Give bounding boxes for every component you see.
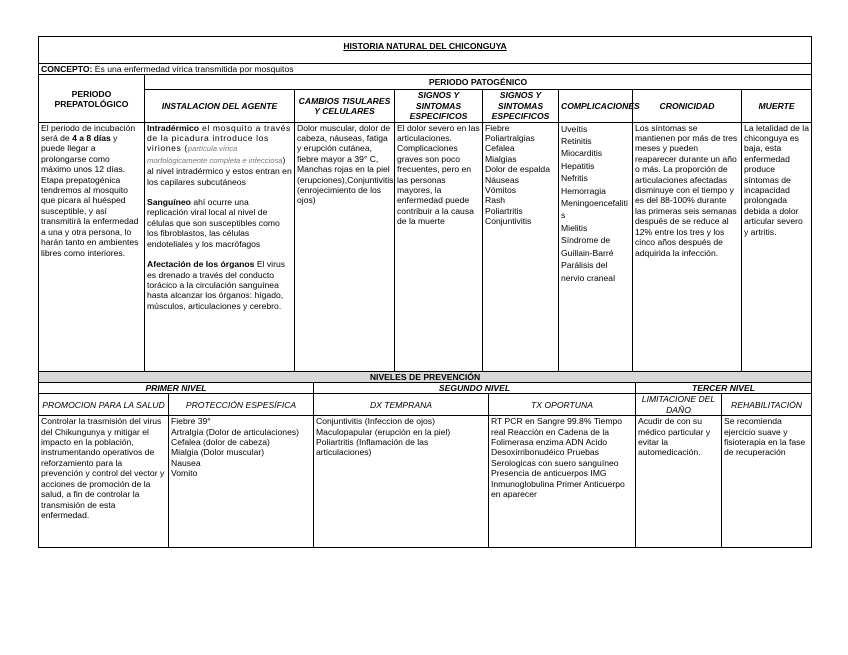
concept-label: CONCEPTO: xyxy=(41,64,93,74)
complication-item: Hemorragia xyxy=(561,185,606,196)
protection-item: Nausea xyxy=(171,457,201,468)
protection-item: Fiebre 39° xyxy=(171,416,211,427)
protection-item: Mialgia (Dolor muscular) xyxy=(171,447,265,458)
chronic-cell: Los síntomas se mantienen por más de tres meses y pueden reaparecer durante un año o más. La proporción de articulaciones afectadas disminuye con el tiempo y es del 88-100% durante las primeras seis semanas después de se reduce al 12% entre los tres y los cinco años después de adquirida la infección. xyxy=(633,122,742,371)
tissue-cell: Dolor muscular, dolor de cabeza, náuseas, fatiga y erupción cutánea, fiebre mayor a 39° C, Manchas rojas en la piel (erupciones),Conjuntivitis (enrojecimiento de los ojos) xyxy=(295,122,395,371)
concept-text: Es una enfermedad vírica transmitida por mosquitos xyxy=(92,64,294,74)
col-early-dx: DX TEMPRANA xyxy=(314,394,489,416)
incubation-text-b: y puede llegar a prolongarse como máximo unos 12 días. xyxy=(41,133,126,175)
natural-history-table xyxy=(38,36,812,372)
symptom-item: Náuseas xyxy=(485,174,519,185)
symptom-item: Dolor de espalda xyxy=(485,164,550,175)
col-complications: COMPLICACIONES xyxy=(559,90,633,122)
incubation-text-a: El periodo de incubación será de xyxy=(41,122,136,144)
col-promotion: PROMOCION PARA LA SALUD xyxy=(39,394,169,416)
page-title: HISTORIA NATURAL DEL CHICONGUYA xyxy=(39,37,812,64)
protection-item: Vomito xyxy=(171,468,198,479)
prepatogenic-header: PERIODO PREPATOLÓGICO xyxy=(39,75,145,122)
signs-2-cell xyxy=(483,122,559,371)
third-level-header: TERCER NIVEL xyxy=(636,383,812,394)
symptom-item: Fiebre xyxy=(485,122,510,133)
protection-item: Artralgía (Dolor de articulaciones) xyxy=(171,426,300,437)
complications-cell xyxy=(559,122,633,371)
incubation-days: 4 a 8 días xyxy=(72,133,111,144)
patogenic-header: PERIODO PATOGÉNICO xyxy=(145,75,812,90)
complication-item: Meningoencefalitis xyxy=(561,198,628,221)
symptom-item: Vómitos xyxy=(485,185,517,196)
symptom-item: Conjuntivitis xyxy=(485,216,532,227)
first-level-header: PRIMER NIVEL xyxy=(39,383,314,394)
agent-cell xyxy=(145,122,295,371)
complication-item: Retinitis xyxy=(561,136,592,147)
symptom-item: Mialgias xyxy=(485,153,517,164)
organ-paragraph xyxy=(147,259,292,311)
timely-tx-cell: RT PCR en Sangre 99.8% Tiempo real Reacción en Cadena de la Folimerasa enzima ADN Acido Desoxirribonudéico Pruebas Serologicas con suero sanguíneo Presencia de anticuerpos IMG Inmunoglobulina Primer Anticuerpo en aparecer xyxy=(489,416,636,548)
early-dx-cell xyxy=(314,416,489,548)
death-cell: La letalidad de la chiconguya es baja, esta enfermedad produce síntomas de incapacidad prolongada debida a dolor articular severo y artritis. xyxy=(742,122,812,371)
col-chronic: CRONICIDAD xyxy=(633,90,742,122)
blood-label: Sanguíneo xyxy=(147,197,191,208)
second-level-header: SEGUNDO NIVEL xyxy=(314,383,636,394)
concept-row xyxy=(39,64,812,75)
protection-cell xyxy=(169,416,314,548)
prevention-band: NIVELES DE PREVENCIÓN xyxy=(39,371,812,382)
col-signs-2: SIGNOS Y SINTOMAS ESPECIFICOS xyxy=(483,90,559,122)
prepatogenic-stage-text: Etapa prepatogénica tendremos al mosquito que picara al huésped susceptible, y así transmitirá la enfermedad a una y otra persona, lo harán tanto en ambientes libres como interiores. xyxy=(41,174,139,258)
blood-text: ahí ocurre una replicación viral local al nivel de células que son susceptibles como los fibroblastos, las células endoteliales y los macrófagos xyxy=(147,197,280,249)
col-signs-1: SIGNOS Y SINTOMAS ESPECIFICOS xyxy=(395,90,483,122)
intradermal-label: Intradérmico xyxy=(147,122,200,133)
col-protection: PROTECCIÓN ESPESÍFICA xyxy=(169,394,314,416)
prevention-table xyxy=(38,371,812,549)
organ-label: Afectación de los órganos xyxy=(147,259,255,270)
prepatogenic-cell xyxy=(39,122,145,371)
col-tissue: CAMBIOS TISULARES Y CELULARES xyxy=(295,90,395,122)
complication-item: Hepatitis xyxy=(561,160,595,171)
intradermal-text-b: ) al nivel intradérmico y estos entran en los capilares subcutáneos xyxy=(147,154,292,187)
protection-item: Cefalea (dolor de cabeza) xyxy=(171,437,270,448)
complication-item: Mielitis xyxy=(561,222,588,233)
complication-item: Síndrome de Guillain-Barré xyxy=(561,235,614,258)
col-timely-tx: TX OPORTUNA xyxy=(489,394,636,416)
complication-item: Uveítis xyxy=(561,123,588,134)
col-death: MUERTE xyxy=(742,90,812,122)
complication-item: Parálisis del nervio craneal xyxy=(561,260,615,283)
rehab-cell: Se recomienda ejercicio suave y fisioterapia en la fase de recuperación xyxy=(722,416,812,548)
dx-item: Conjuntivitis (Infeccion de ojos) xyxy=(316,416,435,427)
symptom-item: Poliartralgias xyxy=(485,133,535,144)
signs-1-cell: El dolor severo en las articulaciones. Complicaciones graves son poco frecuentes, pero en las personas mayores, la enfermedad puede contribuir a la causa de la muerte xyxy=(395,122,483,371)
complication-item: Nefritis xyxy=(561,173,588,184)
organ-text: El virus es drenado a través del conducto torácico a la circulación sanguínea hasta alcanzar los órganos: hígado, músculos, articulaciones y cerebro. xyxy=(147,259,286,311)
col-agent: INSTALACION DEL AGENTE xyxy=(145,90,295,122)
symptom-item: Cefalea xyxy=(485,143,515,154)
symptom-item: Rash xyxy=(485,195,506,206)
col-rehab: REHABILITACIÓN xyxy=(722,394,812,416)
promotion-cell: Controlar la trasmisión del virus del Chikungunya y mitigar el impacto en la población, instrumentando operativos de reforzamiento para la prevención y control del vector y acciones de promoción de la salud, a fin de controlar la transmisión de esta enfermedad. xyxy=(39,416,169,548)
document-page xyxy=(38,36,811,548)
dx-item: Maculopapular (erupción en la piel) xyxy=(316,426,451,437)
virion-note: partícula vírica morfológicamente completa e infecciosa xyxy=(147,144,283,165)
complication-item: Miocarditis xyxy=(561,148,603,159)
intradermal-text-a: el mosquito a través de la picadura introduce los viriones ( xyxy=(147,122,291,154)
blood-paragraph xyxy=(147,197,292,249)
intradermal-paragraph xyxy=(147,123,292,187)
dx-item: Poliartritis (Inflamación de las articulaciones) xyxy=(316,437,429,458)
col-damage-limit: LIMITACIONE DEL DAÑO xyxy=(636,394,722,416)
damage-limit-cell: Acudir de con su médico particular y evitar la automedicación. xyxy=(636,416,722,548)
symptom-item: Poliartritis xyxy=(485,205,523,216)
